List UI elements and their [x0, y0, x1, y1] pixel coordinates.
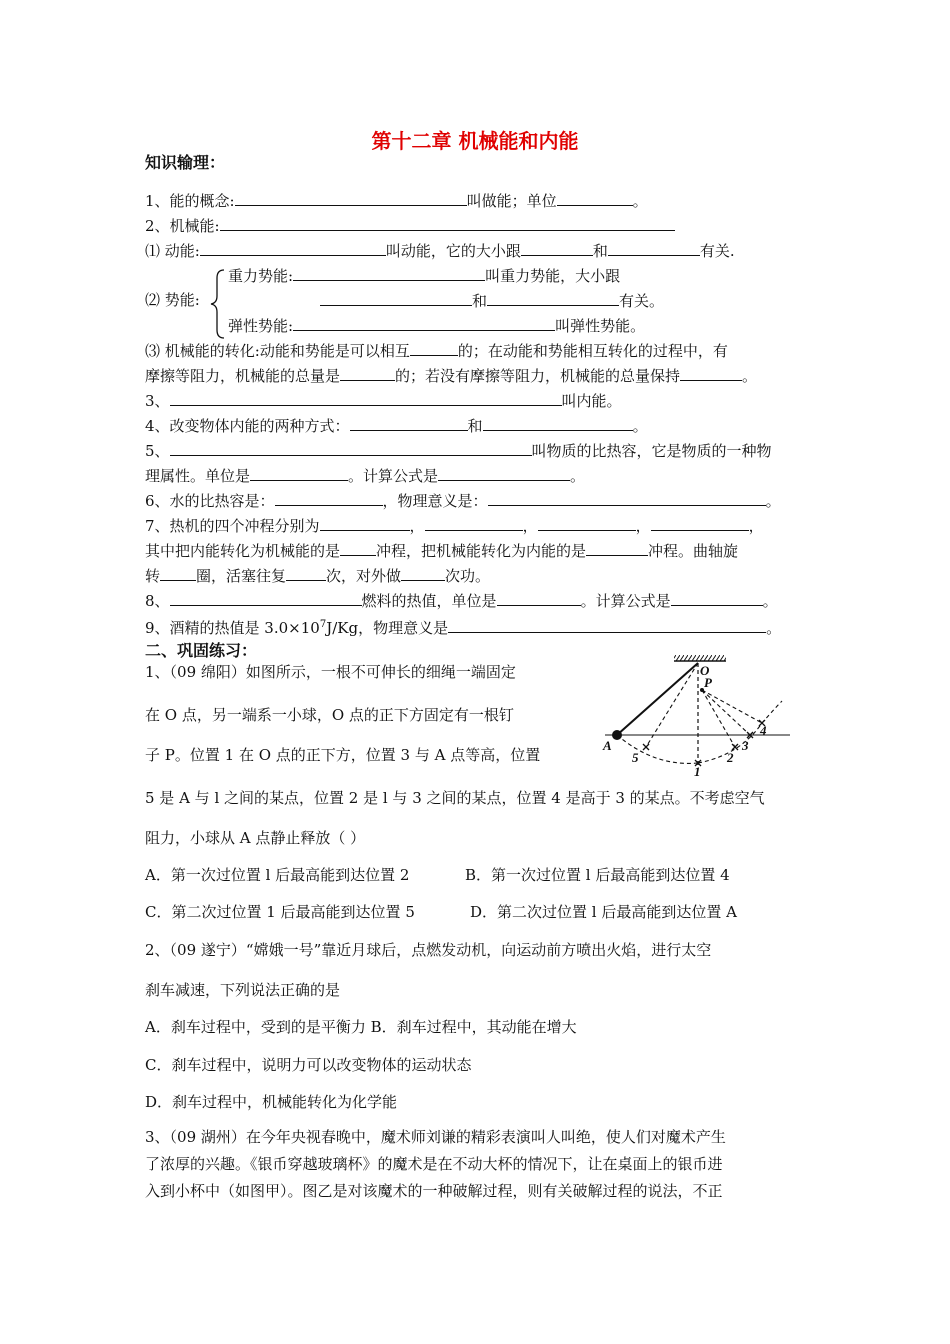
q9-exponent: 7 — [319, 619, 327, 630]
q2-1-line — [145, 240, 735, 261]
section-heading-2: 二、巩固练习： — [145, 641, 258, 660]
blank[interactable] — [680, 365, 742, 381]
q7-line2 — [145, 540, 738, 561]
blank[interactable] — [438, 465, 570, 481]
blank[interactable] — [425, 515, 523, 531]
q7-text: 转 — [145, 567, 161, 585]
q2-3-text: ⑶ 机械能的转化:动能和势能是可以相互 — [145, 342, 410, 360]
q2-2-text: 弹性势能: — [228, 317, 294, 335]
q5-text: 理属性。单位是 — [145, 467, 251, 485]
q5-text: 。计算公式是 — [348, 467, 439, 485]
q6-text: ，物理意义是： — [382, 492, 488, 510]
q7-text: 次，对外做 — [326, 567, 402, 585]
p1-line4: 5 是 A 与 l 之间的某点，位置 2 是 l 与 3 之间的某点，位置 4 是高于 3 的某点。不考虑空气 — [145, 789, 765, 807]
blank[interactable] — [340, 365, 395, 381]
blank[interactable] — [488, 490, 766, 506]
ball — [612, 730, 622, 740]
q6-text: 。 — [765, 492, 781, 510]
q2-1-text: 和 — [592, 242, 608, 260]
blank[interactable] — [293, 315, 555, 331]
q8-text: 。计算公式是 — [580, 592, 671, 610]
q5-text: 叫物质的比热容，它是物质的一种物 — [531, 442, 772, 460]
section-heading-1: 知识输理： — [145, 153, 226, 172]
string — [617, 663, 698, 735]
p3-line1: 3、（09 湖州）在今年央视春晚中，魔术师刘谦的精彩表演叫人叫绝，使人们对魔术产生 — [145, 1128, 726, 1146]
string-4 — [702, 690, 762, 723]
label-a: A — [603, 738, 612, 753]
q1-line — [145, 190, 648, 211]
q4-text: 。 — [632, 417, 648, 435]
blank[interactable] — [170, 440, 532, 456]
label-5: 5 — [632, 750, 639, 765]
q2-2-label: ⑵ 势能: — [145, 291, 200, 309]
q7-sep: ， — [522, 517, 538, 535]
label-1: 1 — [694, 764, 701, 779]
q7-text: 7、热机的四个冲程分别为 — [145, 517, 320, 535]
q2-3-line2 — [145, 365, 757, 386]
q7-line3 — [145, 565, 490, 586]
blank[interactable] — [586, 540, 648, 556]
q7-line1 — [145, 515, 764, 536]
p1-line5: 阻力，小球从 A 点静止释放（ ） — [145, 829, 366, 847]
p3-line2: 了浓厚的兴趣。《银币穿越玻璃杯》的魔术是在不动大杯的情况下，让在桌面上的银币进 — [145, 1155, 723, 1173]
q2-2-elastic-line — [228, 315, 645, 336]
p2-option-d[interactable]: D．刹车过程中，机械能转化为化学能 — [145, 1093, 398, 1111]
blank[interactable] — [401, 565, 445, 581]
blank[interactable] — [220, 215, 675, 231]
label-3: 3 — [742, 738, 749, 753]
q7-text: 冲程，把机械能转化为内能的是 — [376, 542, 587, 560]
q1-text: 叫做能；单位 — [466, 192, 557, 210]
blank[interactable] — [521, 240, 593, 256]
q5-text: 5、 — [145, 442, 170, 460]
p2-option-c[interactable]: C．刹车过程中，说明力可以改变物体的运动状态 — [145, 1056, 472, 1074]
q7-sep: ， — [409, 517, 425, 535]
q2-3-text: 。 — [742, 367, 758, 385]
q8-line — [145, 590, 778, 611]
q2-2-text: 有关。 — [619, 292, 665, 310]
p1-option-a[interactable]: A．第一次过位置 l 后最高能到达位置 2 — [145, 866, 410, 884]
blank[interactable] — [538, 515, 636, 531]
q2-1-text: 有关. — [699, 242, 735, 260]
blank[interactable] — [286, 565, 326, 581]
p1-option-b[interactable]: B．第一次过位置 l 后最高能到达位置 4 — [465, 866, 730, 884]
q3-line — [145, 390, 622, 411]
blank[interactable] — [250, 465, 348, 481]
p1-option-d[interactable]: D．第二次过位置 l 后最高能到达位置 A — [470, 903, 737, 921]
string-5 — [646, 663, 698, 747]
q2-2-text: 叫弹性势能。 — [555, 317, 646, 335]
p2-line2: 刹车减速，下列说法正确的是 — [145, 981, 341, 999]
blank[interactable] — [170, 390, 562, 406]
q5-line1 — [145, 440, 772, 461]
blank[interactable] — [448, 617, 766, 633]
blank[interactable] — [160, 565, 196, 581]
p1-line1: 1、（09 绵阳）如图所示，一根不可伸长的细绳一端固定 — [145, 663, 516, 681]
blank[interactable] — [410, 340, 458, 356]
q2-3-text: 的；若没有摩擦等阻力，机械能的总量保持 — [395, 367, 681, 385]
q7-text: 其中把内能转化为机械能的是 — [145, 542, 341, 560]
p1-line3: 子 P。位置 1 在 O 点的正下方，位置 3 与 A 点等高，位置 — [145, 746, 541, 764]
q9-text: 。 — [766, 619, 782, 637]
blank[interactable] — [235, 190, 467, 206]
q4-line — [145, 415, 648, 436]
q4-text: 4、改变物体内能的两种方式： — [145, 417, 350, 435]
blank[interactable] — [671, 590, 763, 606]
blank[interactable] — [651, 515, 749, 531]
label-p: P — [704, 675, 712, 690]
q3-text: 叫内能。 — [561, 392, 622, 410]
q4-text: 和 — [467, 417, 483, 435]
string-2 — [702, 690, 735, 747]
q7-text: 次功。 — [445, 567, 491, 585]
p1-option-c[interactable]: C．第二次过位置 1 后最高能到达位置 5 — [145, 903, 415, 921]
q2-1-text: ⑴ 动能: — [145, 242, 200, 260]
arc-left — [617, 735, 698, 763]
q2-line — [145, 215, 675, 236]
q8-text: 。 — [762, 592, 778, 610]
q6-line — [145, 490, 781, 511]
q8-text: 燃料的热值，单位是 — [361, 592, 497, 610]
q2-2-text: 重力势能: — [228, 267, 294, 285]
q2-2-text: 和 — [472, 292, 488, 310]
p2-line1: 2、（09 遂宁）“嫦娥一号”靠近月球后，点燃发动机，向运动前方喷出火焰，进行太空 — [145, 941, 712, 959]
blank[interactable] — [275, 490, 383, 506]
curly-brace-icon — [208, 268, 228, 340]
blank[interactable] — [200, 240, 386, 256]
q6-text: 6、水的比热容是： — [145, 492, 275, 510]
p3-line3: 入到小杯中（如图甲）。图乙是对该魔术的一种破解过程，则有关破解过程的说法，不正 — [145, 1182, 723, 1200]
q7-sep: ， — [748, 517, 764, 535]
string-3 — [702, 690, 750, 735]
q9-text: 9、酒精的热值是 3.0×10 — [145, 619, 320, 637]
q3-text: 3、 — [145, 392, 170, 410]
ceiling-support — [674, 655, 726, 661]
q7-text: 圈，活塞往复 — [196, 567, 287, 585]
p1-line2: 在 O 点，另一端系一小球，O 点的正下方固定有一根钉 — [145, 706, 514, 724]
q8-text: 8、 — [145, 592, 170, 610]
blank[interactable] — [350, 415, 468, 431]
blank[interactable] — [483, 415, 633, 431]
q2-2-text: 叫重力势能，大小跟 — [485, 267, 621, 285]
blank[interactable] — [320, 290, 472, 306]
blank[interactable] — [497, 590, 581, 606]
q5-line2 — [145, 465, 585, 486]
q9-text: J/Kg，物理意义是 — [326, 619, 449, 637]
q9-line — [145, 615, 781, 638]
q7-text: 冲程。曲轴旋 — [648, 542, 739, 560]
chapter-title: 第十二章 机械能和内能 — [371, 129, 579, 153]
q2-3-text: 摩擦等阻力，机械能的总量是 — [145, 367, 341, 385]
pendulum-diagram — [600, 655, 795, 780]
q1-text: 。 — [632, 192, 648, 210]
q2-2-factors-line — [320, 290, 664, 311]
blank[interactable] — [170, 590, 362, 606]
blank[interactable] — [608, 240, 700, 256]
label-o: O — [700, 663, 710, 678]
q2-2-gravity-line — [228, 265, 620, 286]
q2-text: 2、机械能: — [145, 217, 220, 235]
blank[interactable] — [340, 540, 376, 556]
q5-text: 。 — [570, 467, 586, 485]
q2-3-text: 的；在动能和势能相互转化的过程中，有 — [457, 342, 728, 360]
blank[interactable] — [557, 190, 633, 206]
q2-1-text: 叫动能，它的大小跟 — [385, 242, 521, 260]
blank[interactable] — [487, 290, 619, 306]
label-2: 2 — [727, 750, 734, 765]
p2-option-ab[interactable]: A．刹车过程中，受到的是平衡力 B．刹车过程中，其动能在增大 — [145, 1018, 577, 1036]
q7-sep: ， — [635, 517, 651, 535]
blank[interactable] — [293, 265, 485, 281]
q1-text: 1、能的概念: — [145, 192, 235, 210]
blank[interactable] — [320, 515, 410, 531]
q2-3-line1 — [145, 340, 728, 361]
label-4: 4 — [760, 723, 767, 738]
